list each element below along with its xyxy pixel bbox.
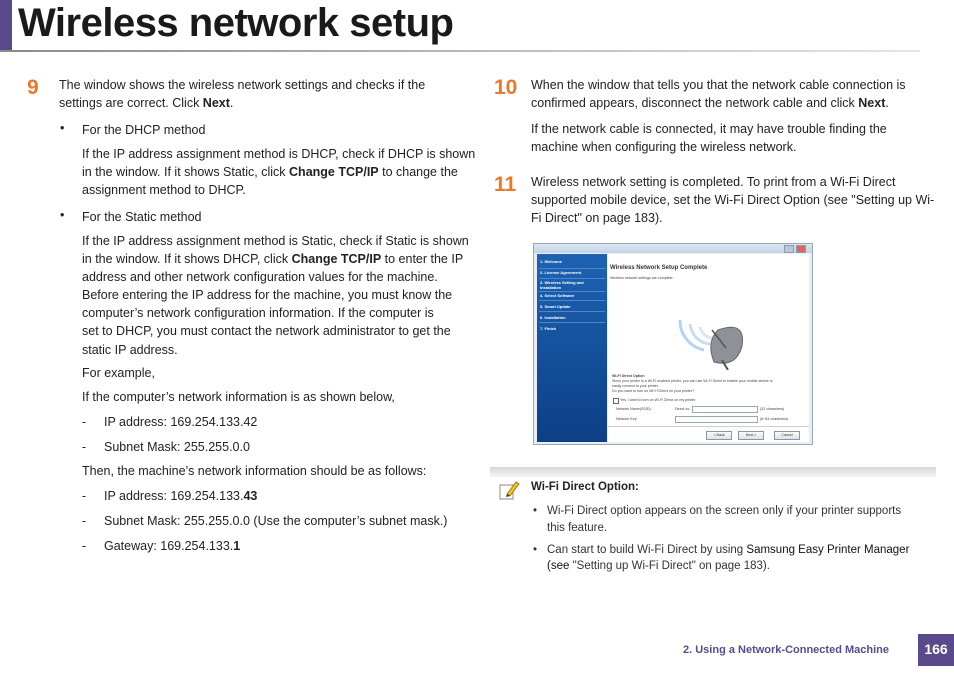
installer-content <box>608 254 809 442</box>
computer-mask: Subnet Mask: 255.255.0.0 <box>104 440 250 454</box>
dash: - <box>82 539 87 553</box>
wifi-direct-desc-2: easily connect to your printer. <box>612 384 659 388</box>
step9-intro-line2: settings are correct. Click Next. <box>59 96 234 110</box>
note-item-2-line1: Can start to build Wi-Fi Direct by using Samsung Easy Printer Manager <box>547 544 910 556</box>
key-hint: (8~64 characters) <box>760 417 789 421</box>
minimize-icon <box>784 245 794 253</box>
machine-ip: IP address: 169.254.133.43 <box>104 489 258 503</box>
step-number-9: 9 <box>27 76 39 99</box>
if-computer-text: If the computer’s network information is as shown below, <box>82 390 395 404</box>
step10-line4: machine when configuring the wireless network. <box>531 140 797 154</box>
machine-mask: Subnet Mask: 255.255.0.0 (Use the computer’s subnet mask.) <box>104 514 448 528</box>
title-divider <box>0 50 920 52</box>
example-label: For example, <box>82 366 155 380</box>
static-line6: set to DHCP, you must contact the network administrator to get the <box>82 324 451 338</box>
cross-reference-link[interactable]: "Setting up Wi-Fi Direct" on page 183). <box>572 560 770 572</box>
ssid-label: Network Name(SSID): <box>616 407 652 411</box>
cancel-button[interactable]: Cancel <box>774 431 800 440</box>
then-text: Then, the machine’s network information should be as follows: <box>82 464 427 478</box>
wifi-direct-question: Do you want to turn on Wi-Fi Direct on your printer? <box>612 389 695 393</box>
static-bullet: • <box>60 208 65 222</box>
sidebar-item-update: 5. Smart Update <box>540 304 571 309</box>
step10-line1: When the window that tells you that the network cable connection is <box>531 78 906 92</box>
wifi-direct-title: Wi-Fi Direct Option <box>612 374 645 378</box>
note-bullet: • <box>533 505 538 517</box>
static-line3: address and other network configuration values for the machine. <box>82 270 438 284</box>
static-line2: in the window. If it shows DHCP, click Change TCP/IP to enter the IP <box>82 252 464 266</box>
wireless-satellite-icon <box>666 290 756 370</box>
static-heading: For the Static method <box>82 210 202 224</box>
dash: - <box>82 415 87 429</box>
next-term: Next <box>202 96 230 110</box>
footer-section-title: 2. Using a Network-Connected Machine <box>683 644 889 656</box>
static-line4: Before entering the IP address for the machine, you must know the <box>82 288 453 302</box>
step11-line1: Wireless network setting is completed. To print from a Wi-Fi Direct <box>531 175 896 189</box>
wifi-direct-checkbox[interactable] <box>613 398 619 404</box>
installer-heading: Wireless Network Setup Complete <box>610 265 708 271</box>
dhcp-line3: assignment method to DHCP. <box>82 183 246 197</box>
page-number: 166 <box>918 634 954 666</box>
dhcp-bullet: • <box>60 121 65 135</box>
app-name: Samsung Easy Printer Manager <box>746 544 910 556</box>
note-item-1-line2: this feature. <box>547 522 608 534</box>
close-icon <box>796 245 806 253</box>
dash: - <box>82 440 87 454</box>
title-accent-bar <box>0 0 12 52</box>
step-number-11: 11 <box>494 173 517 196</box>
step11-line2: supported mobile device, set the Wi-Fi Direct Option (see "Setting up Wi- <box>531 193 935 207</box>
step-number-10: 10 <box>494 76 518 99</box>
machine-gateway: Gateway: 169.254.133.1 <box>104 539 241 553</box>
step10-line3: If the network cable is connected, it may have trouble finding the <box>531 122 887 136</box>
note-bullet: • <box>533 544 538 556</box>
key-input[interactable] <box>675 416 758 423</box>
sidebar-item-license: 2. License Agreement <box>540 270 582 275</box>
static-line7: static IP address. <box>82 343 178 357</box>
step10-line2: confirmed appears, disconnect the network cable and click Next. <box>531 96 889 110</box>
back-button[interactable]: < Back <box>706 431 732 440</box>
dhcp-line2: in the window. If it shows Static, click Change TCP/IP to change the <box>82 165 458 179</box>
key-label: Network Key: <box>616 417 638 421</box>
note-title: Wi-Fi Direct Option: <box>531 481 639 493</box>
wifi-direct-desc: Since your printer is a Wi-Fi enabled printer, you can use Wi-Fi Direct to enable your mobile device to <box>612 379 773 383</box>
step9-intro-line1: The window shows the wireless network settings and checks if the <box>59 78 426 92</box>
sidebar-item-installation: 6. Installation <box>540 315 566 320</box>
sidebar-item-wireless-2: Installation <box>540 285 562 290</box>
sidebar-item-software: 4. Select Software <box>540 293 575 298</box>
next-button[interactable]: Next > <box>738 431 764 440</box>
window-titlebar <box>534 244 812 253</box>
sidebar-item-finish: 7. Finish <box>540 326 557 331</box>
note-item-1-line1: Wi-Fi Direct option appears on the screen only if your printer supports <box>547 505 902 517</box>
step11-line3: Fi Direct" on page 183). <box>531 211 663 225</box>
dash: - <box>82 489 87 503</box>
computer-ip: IP address: 169.254.133.42 <box>104 415 258 429</box>
installer-screenshot <box>533 243 813 445</box>
note-pencil-icon <box>498 479 520 501</box>
sidebar-item-wireless: 3. Wireless Setting and <box>540 280 584 285</box>
installer-sidebar <box>537 254 607 442</box>
checkbox-label: Yes, I want to turn on Wi-Fi Direct on my printer. <box>620 398 697 402</box>
note-item-2-line2: (see "Setting up Wi-Fi Direct" on page 183). <box>547 560 770 572</box>
static-line5: computer’s network configuration information. If the computer is <box>82 306 434 320</box>
ssid-prefix: Direct-xx- <box>675 407 691 411</box>
installer-subtext: Wireless network settings are complete. <box>610 276 674 280</box>
static-line1: If the IP address assignment method is Static, check if Static is shown <box>82 234 469 248</box>
ssid-input[interactable] <box>692 406 758 413</box>
sidebar-item-welcome: 1. Welcome <box>540 259 562 264</box>
note-header-band <box>490 467 936 477</box>
page-title: Wireless network setup <box>18 1 454 45</box>
dash: - <box>82 514 87 528</box>
ssid-hint: (32 characters) <box>760 407 785 411</box>
dhcp-line1: If the IP address assignment method is DHCP, check if DHCP is shown <box>82 147 476 161</box>
dhcp-heading: For the DHCP method <box>82 123 206 137</box>
